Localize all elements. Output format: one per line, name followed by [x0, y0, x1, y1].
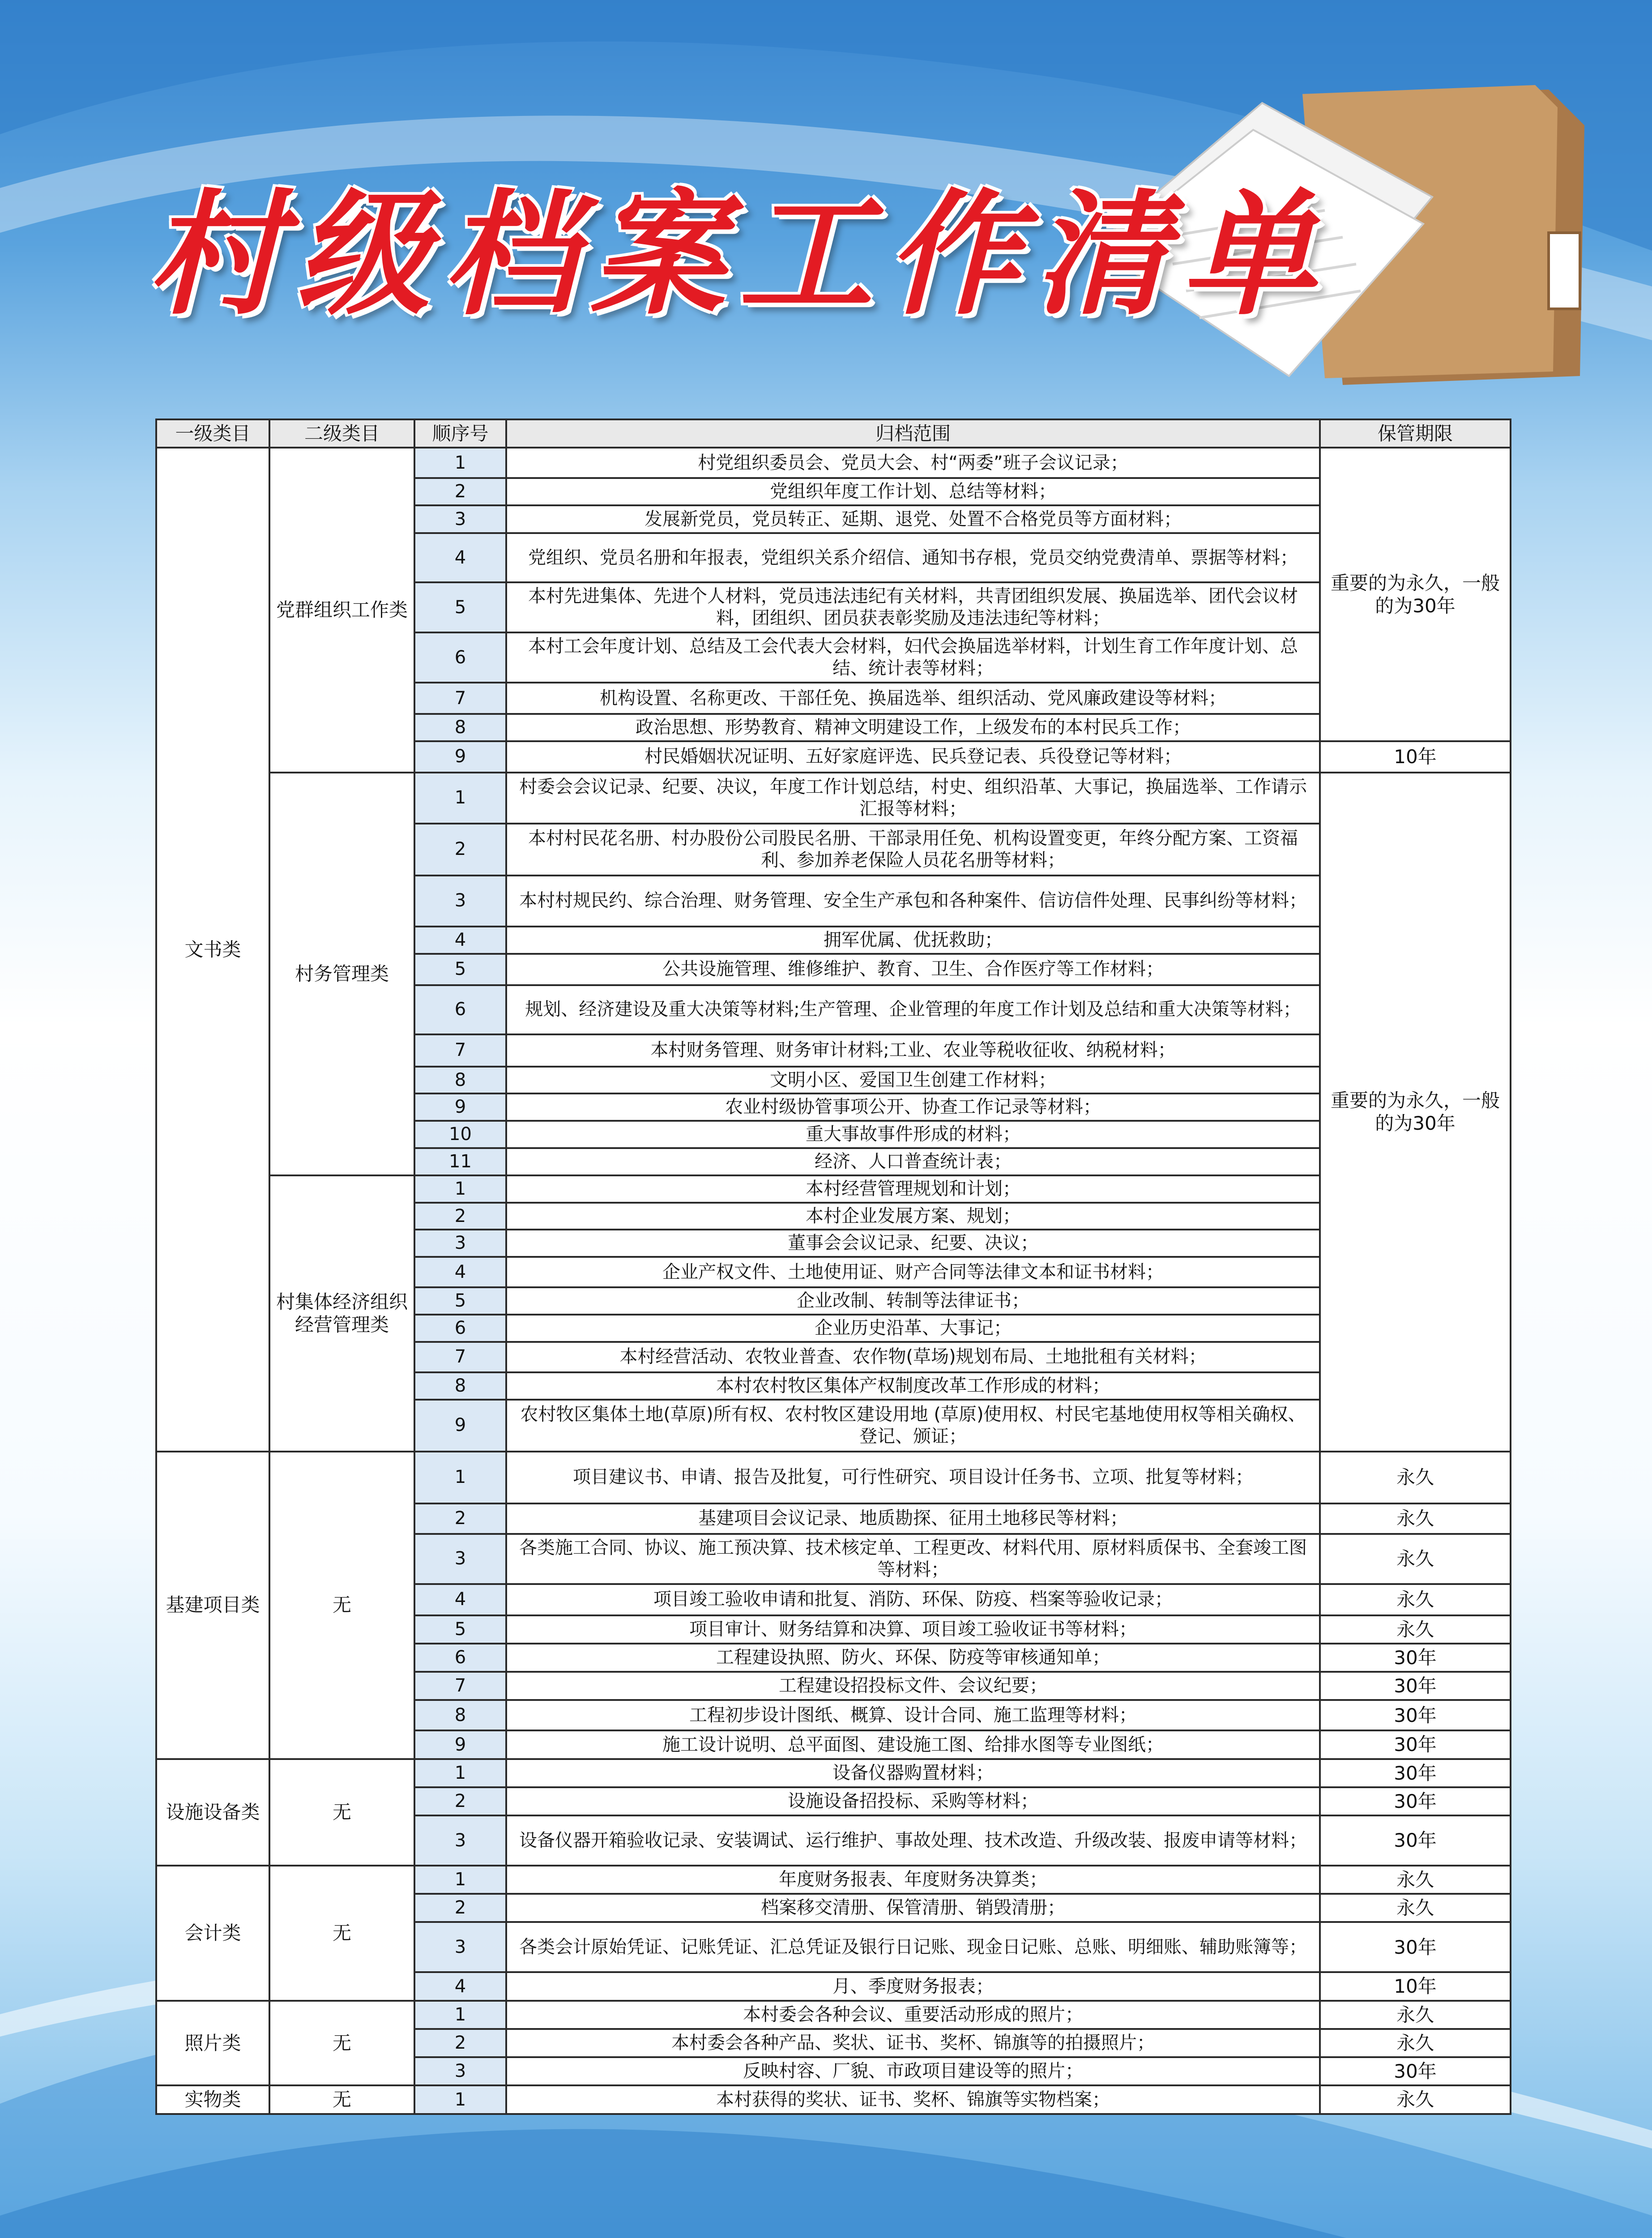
table-row [156, 773, 1511, 824]
retention-period-cell: 永久 [1320, 1534, 1511, 1584]
sequence-number-cell: 1 [414, 1759, 506, 1787]
archive-scope-cell: 本村获得的奖状、证书、奖杯、锦旗等实物档案； [506, 2085, 1320, 2114]
archive-scope-cell: 本村委会各种会议、重要活动形成的照片； [506, 2001, 1320, 2029]
sequence-number-cell: 7 [414, 1342, 506, 1372]
archive-scope-cell: 村委会会议记录、纪要、决议，年度工作计划总结，村史、组织沿革、大事记，换届选举、工作请示汇报等材料； [506, 773, 1320, 824]
archive-scope-cell: 本村经营活动、农牧业普查、农作物(草场)规划布局、土地批租有关材料； [506, 1342, 1320, 1372]
retention-period-cell: 30年 [1320, 1787, 1511, 1815]
archive-scope-cell: 党组织年度工作计划、总结等材料； [506, 478, 1320, 505]
archive-scope-cell: 本村农村牧区集体产权制度改革工作形成的材料； [506, 1372, 1320, 1400]
archive-scope-cell: 工程建设招投标文件、会议纪要； [506, 1672, 1320, 1700]
archive-scope-cell: 文明小区、爱国卫生创建工作材料； [506, 1067, 1320, 1094]
level1-category-cell: 设施设备类 [156, 1759, 269, 1866]
sequence-number-cell: 6 [414, 985, 506, 1034]
retention-period-cell: 30年 [1320, 2057, 1511, 2085]
archive-scope-cell: 农村牧区集体土地(草原)所有权、农村牧区建设用地 (草原)使用权、村民宅基地使用权等相关确权、登记、颁证； [506, 1400, 1320, 1452]
sequence-number-cell: 1 [414, 448, 506, 478]
sequence-number-cell: 2 [414, 478, 506, 505]
retention-period-cell: 永久 [1320, 2029, 1511, 2057]
archive-scope-cell: 规划、经济建设及重大决策等材料;生产管理、企业管理的年度工作计划及总结和重大决策等材料； [506, 985, 1320, 1034]
header-term: 保管期限 [1320, 419, 1511, 448]
retention-period-cell: 30年 [1320, 1730, 1511, 1759]
sequence-number-cell: 4 [414, 533, 506, 582]
sequence-number-cell: 4 [414, 1972, 506, 2000]
archive-table [155, 419, 1511, 2115]
sequence-number-cell: 4 [414, 1257, 506, 1287]
sequence-number-cell: 1 [414, 773, 506, 824]
archive-scope-cell: 项目竣工验收申请和批复、消防、环保、防疫、档案等验收记录； [506, 1584, 1320, 1615]
archive-scope-cell: 本村先进集体、先进个人材料，党员违法违纪有关材料，共青团组织发展、换届选举、团代会议材料，团组织、团员获表彰奖励及违法违纪等材料； [506, 582, 1320, 632]
retention-period-cell: 30年 [1320, 1922, 1511, 1972]
retention-period-cell: 30年 [1320, 1759, 1511, 1787]
table-row [156, 1452, 1511, 1503]
level2-category-cell: 无 [269, 2001, 414, 2086]
archive-scope-cell: 月、季度财务报表； [506, 1972, 1320, 2000]
level2-category-cell: 无 [269, 2085, 414, 2114]
sequence-number-cell: 6 [414, 632, 506, 683]
level2-category-cell: 无 [269, 1759, 414, 1866]
archive-scope-cell: 企业历史沿革、大事记； [506, 1315, 1320, 1342]
sequence-number-cell: 5 [414, 1287, 506, 1315]
sequence-number-cell: 9 [414, 1730, 506, 1759]
sequence-number-cell: 7 [414, 1034, 506, 1067]
archive-scope-cell: 村党组织委员会、党员大会、村“两委”班子会议记录； [506, 448, 1320, 478]
sequence-number-cell: 10 [414, 1121, 506, 1148]
level2-category-cell: 村集体经济组织经营管理类 [269, 1175, 414, 1452]
level2-category-cell: 村务管理类 [269, 773, 414, 1175]
archive-scope-cell: 反映村容、厂貌、市政项目建设等的照片； [506, 2057, 1320, 2085]
header-scope: 归档范围 [506, 419, 1320, 448]
page-title: 村级档案工作清单 [148, 177, 1329, 333]
archive-scope-cell: 各类会计原始凭证、记账凭证、汇总凭证及银行日记账、现金日记账、总账、明细账、辅助账簿等； [506, 1922, 1320, 1972]
archive-scope-cell: 发展新党员，党员转正、延期、退党、处置不合格党员等方面材料； [506, 505, 1320, 533]
retention-period-cell: 重要的为永久，一般的为30年 [1320, 773, 1511, 1452]
archive-scope-cell: 本村财务管理、财务审计材料;工业、农业等税收征收、纳税材料； [506, 1034, 1320, 1067]
retention-period-cell: 30年 [1320, 1700, 1511, 1730]
archive-scope-cell: 本村村民花名册、村办股份公司股民名册、干部录用任免、机构设置变更，年终分配方案、工资福利、参加养老保险人员花名册等材料； [506, 824, 1320, 876]
sequence-number-cell: 3 [414, 505, 506, 533]
table-header-row [156, 419, 1511, 448]
sequence-number-cell: 8 [414, 1700, 506, 1730]
archive-scope-cell: 施工设计说明、总平面图、建设施工图、给排水图等专业图纸； [506, 1730, 1320, 1759]
retention-period-cell: 永久 [1320, 2001, 1511, 2029]
archive-scope-cell: 公共设施管理、维修维护、教育、卫生、合作医疗等工作材料； [506, 954, 1320, 985]
archive-scope-cell: 年度财务报表、年度财务决算类； [506, 1866, 1320, 1894]
level1-category-cell: 照片类 [156, 2001, 269, 2086]
level1-category-cell: 会计类 [156, 1866, 269, 2001]
archive-scope-cell: 基建项目会议记录、地质勘探、征用土地移民等材料； [506, 1503, 1320, 1534]
retention-period-cell: 永久 [1320, 1584, 1511, 1615]
level2-category-cell: 无 [269, 1452, 414, 1759]
retention-period-cell: 永久 [1320, 2085, 1511, 2114]
archive-scope-cell: 拥军优属、优抚救助； [506, 927, 1320, 954]
archive-scope-cell: 工程建设执照、防火、环保、防疫等审核通知单； [506, 1644, 1320, 1672]
archive-scope-cell: 项目建议书、申请、报告及批复，可行性研究、项目设计任务书、立项、批复等材料； [506, 1452, 1320, 1503]
sequence-number-cell: 5 [414, 954, 506, 985]
sequence-number-cell: 11 [414, 1148, 506, 1175]
level2-category-cell: 党群组织工作类 [269, 448, 414, 773]
sequence-number-cell: 3 [414, 1230, 506, 1257]
archive-scope-cell: 政治思想、形势教育、精神文明建设工作，上级发布的本村民兵工作； [506, 714, 1320, 741]
sequence-number-cell: 1 [414, 1175, 506, 1203]
sequence-number-cell: 2 [414, 1894, 506, 1922]
archive-scope-cell: 工程初步设计图纸、概算、设计合同、施工监理等材料； [506, 1700, 1320, 1730]
sequence-number-cell: 9 [414, 1400, 506, 1452]
sequence-number-cell: 4 [414, 927, 506, 954]
sequence-number-cell: 3 [414, 1922, 506, 1972]
header-seq: 顺序号 [414, 419, 506, 448]
sequence-number-cell: 8 [414, 714, 506, 741]
archive-scope-cell: 企业产权文件、土地使用证、财产合同等法律文本和证书材料； [506, 1257, 1320, 1287]
archive-scope-cell: 本村村规民约、综合治理、财务管理、安全生产承包和各种案件、信访信件处理、民事纠纷等材料； [506, 876, 1320, 927]
sequence-number-cell: 2 [414, 1503, 506, 1534]
header-level2: 二级类目 [269, 419, 414, 448]
archive-scope-cell: 项目审计、财务结算和决算、项目竣工验收证书等材料； [506, 1615, 1320, 1644]
sequence-number-cell: 9 [414, 741, 506, 773]
sequence-number-cell: 5 [414, 582, 506, 632]
sequence-number-cell: 4 [414, 1584, 506, 1615]
table-row [156, 448, 1511, 478]
archive-scope-cell: 企业改制、转制等法律证书； [506, 1287, 1320, 1315]
retention-period-cell: 30年 [1320, 1815, 1511, 1866]
archive-scope-cell: 村民婚姻状况证明、五好家庭评选、民兵登记表、兵役登记等材料； [506, 741, 1320, 773]
sequence-number-cell: 2 [414, 1203, 506, 1230]
sequence-number-cell: 6 [414, 1644, 506, 1672]
sequence-number-cell: 5 [414, 1615, 506, 1644]
level1-category-cell: 实物类 [156, 2085, 269, 2114]
archive-scope-cell: 本村委会各种产品、奖状、证书、奖杯、锦旗等的拍摄照片； [506, 2029, 1320, 2057]
sequence-number-cell: 1 [414, 1452, 506, 1503]
archive-scope-cell: 党组织、党员名册和年报表，党组织关系介绍信、通知书存根，党员交纳党费清单、票据等材料； [506, 533, 1320, 582]
sequence-number-cell: 6 [414, 1315, 506, 1342]
retention-period-cell: 30年 [1320, 1644, 1511, 1672]
table-row [156, 1759, 1511, 1787]
archive-scope-cell: 各类施工合同、协议、施工预决算、技术核定单、工程更改、材料代用、原材料质保书、全套竣工图等材料； [506, 1534, 1320, 1584]
level1-category-cell: 基建项目类 [156, 1452, 269, 1759]
sequence-number-cell: 1 [414, 2001, 506, 2029]
retention-period-cell: 永久 [1320, 1452, 1511, 1503]
sequence-number-cell: 2 [414, 824, 506, 876]
sequence-number-cell: 1 [414, 2085, 506, 2114]
archive-scope-cell: 本村工会年度计划、总结及工会代表大会材料，妇代会换届选举材料，计划生育工作年度计划、总结、统计表等材料； [506, 632, 1320, 683]
sequence-number-cell: 7 [414, 1672, 506, 1700]
archive-scope-cell: 本村经营管理规划和计划； [506, 1175, 1320, 1203]
retention-period-cell: 10年 [1320, 741, 1511, 773]
archive-scope-cell: 经济、人口普查统计表； [506, 1148, 1320, 1175]
table-body [156, 448, 1511, 2114]
sequence-number-cell: 2 [414, 2029, 506, 2057]
sequence-number-cell: 2 [414, 1787, 506, 1815]
archive-scope-cell: 设备仪器购置材料； [506, 1759, 1320, 1787]
archive-scope-cell: 设备仪器开箱验收记录、安装调试、运行维护、事故处理、技术改造、升级改装、报废申请等材料； [506, 1815, 1320, 1866]
table-row [156, 1175, 1511, 1203]
sequence-number-cell: 3 [414, 2057, 506, 2085]
archive-scope-cell: 本村企业发展方案、规划； [506, 1203, 1320, 1230]
level1-category-cell: 文书类 [156, 448, 269, 1451]
sequence-number-cell: 3 [414, 1815, 506, 1866]
retention-period-cell: 重要的为永久，一般的为30年 [1320, 448, 1511, 741]
retention-period-cell: 10年 [1320, 1972, 1511, 2000]
sequence-number-cell: 3 [414, 1534, 506, 1584]
retention-period-cell: 永久 [1320, 1615, 1511, 1644]
retention-period-cell: 30年 [1320, 1672, 1511, 1700]
archive-scope-cell: 机构设置、名称更改、干部任免、换届选举、组织活动、党风廉政建设等材料； [506, 683, 1320, 714]
sequence-number-cell: 8 [414, 1372, 506, 1400]
sequence-number-cell: 8 [414, 1067, 506, 1094]
retention-period-cell: 永久 [1320, 1894, 1511, 1922]
retention-period-cell: 永久 [1320, 1503, 1511, 1534]
archive-scope-cell: 农业村级协管事项公开、协查工作记录等材料； [506, 1093, 1320, 1121]
table-row [156, 1866, 1511, 1894]
sequence-number-cell: 3 [414, 876, 506, 927]
sequence-number-cell: 1 [414, 1866, 506, 1894]
header-level1: 一级类目 [156, 419, 269, 448]
retention-period-cell: 永久 [1320, 1866, 1511, 1894]
table-row [156, 2001, 1511, 2029]
table-row [156, 2085, 1511, 2114]
archive-scope-cell: 档案移交清册、保管清册、销毁清册； [506, 1894, 1320, 1922]
archive-scope-cell: 董事会会议记录、纪要、决议； [506, 1230, 1320, 1257]
sequence-number-cell: 9 [414, 1093, 506, 1121]
level2-category-cell: 无 [269, 1866, 414, 2001]
archive-scope-cell: 设施设备招投标、采购等材料； [506, 1787, 1320, 1815]
sequence-number-cell: 7 [414, 683, 506, 714]
archive-scope-cell: 重大事故事件形成的材料； [506, 1121, 1320, 1148]
